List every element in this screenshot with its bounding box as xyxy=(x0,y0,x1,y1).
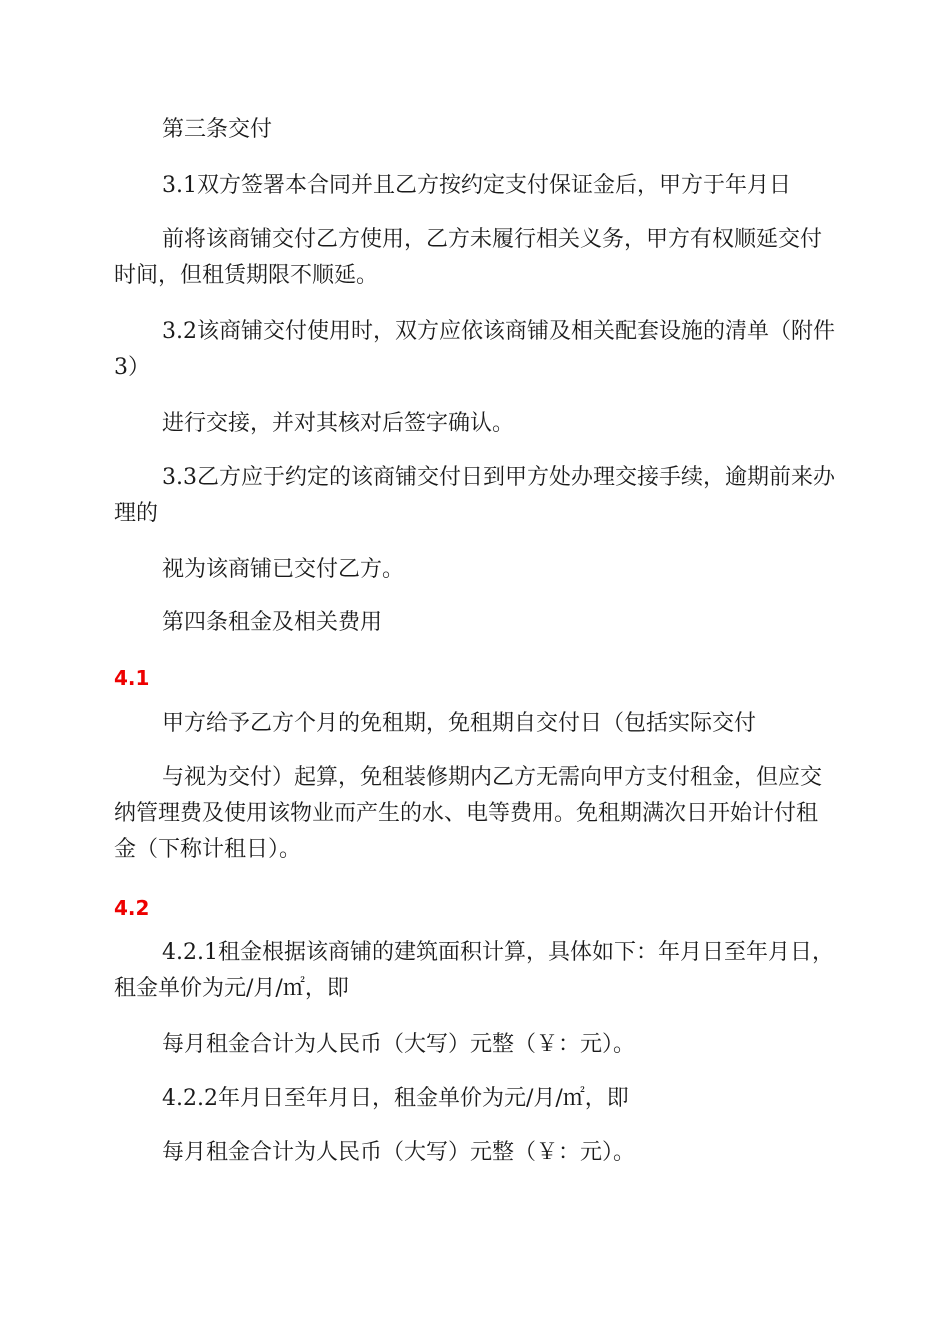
article-4-heading: 第四条租金及相关费用 xyxy=(162,610,383,635)
clause-3-3-line-1: 3.3乙方应于约定的该商铺交付日到甲方处办理交接手续，逾期前来办理的 xyxy=(114,465,835,526)
clause-3-2-line-2: 进行交接，并对其核对后签字确认。 xyxy=(162,411,515,436)
clause-3-2-line-1: 3.2该商铺交付使用时，双方应依该商铺及相关配套设施的清单（附件3） xyxy=(114,319,835,380)
section-4-1-number: 4.1 xyxy=(114,666,150,690)
section-4-2-number: 4.2 xyxy=(114,896,150,920)
clause-3-1-line-2: 前将该商铺交付乙方使用，乙方未履行相关义务，甲方有权顺延交付时间，但租赁期限不顺延。 xyxy=(114,227,823,288)
clause-4-2-2-line-1: 4.2.2年月日至年月日，租金单价为元/月/㎡，即 xyxy=(162,1086,629,1111)
clause-4-2-2-line-2: 每月租金合计为人民币（大写）元整（￥：元）。 xyxy=(162,1140,636,1165)
article-3-heading: 第三条交付 xyxy=(162,117,273,142)
clause-3-1-line-1: 3.1双方签署本合同并且乙方按约定支付保证金后，甲方于年月日 xyxy=(162,173,791,198)
clause-3-3-line-2: 视为该商铺已交付乙方。 xyxy=(162,557,405,582)
clause-4-2-1-line-2: 每月租金合计为人民币（大写）元整（￥：元）。 xyxy=(162,1032,636,1057)
clause-4-1-line-1: 甲方给予乙方个月的免租期，免租期自交付日（包括实际交付 xyxy=(162,711,757,736)
clause-4-1-line-2: 与视为交付）起算，免租装修期内乙方无需向甲方支付租金，但应交纳管理费及使用该物业而产生的水、电等费用。免租期满次日开始计付租金（下称计租日）。 xyxy=(114,765,823,862)
clause-4-2-1-line-1: 4.2.1租金根据该商铺的建筑面积计算，具体如下：年月日至年月日，租金单价为元/月/㎡，即 xyxy=(114,940,834,1001)
